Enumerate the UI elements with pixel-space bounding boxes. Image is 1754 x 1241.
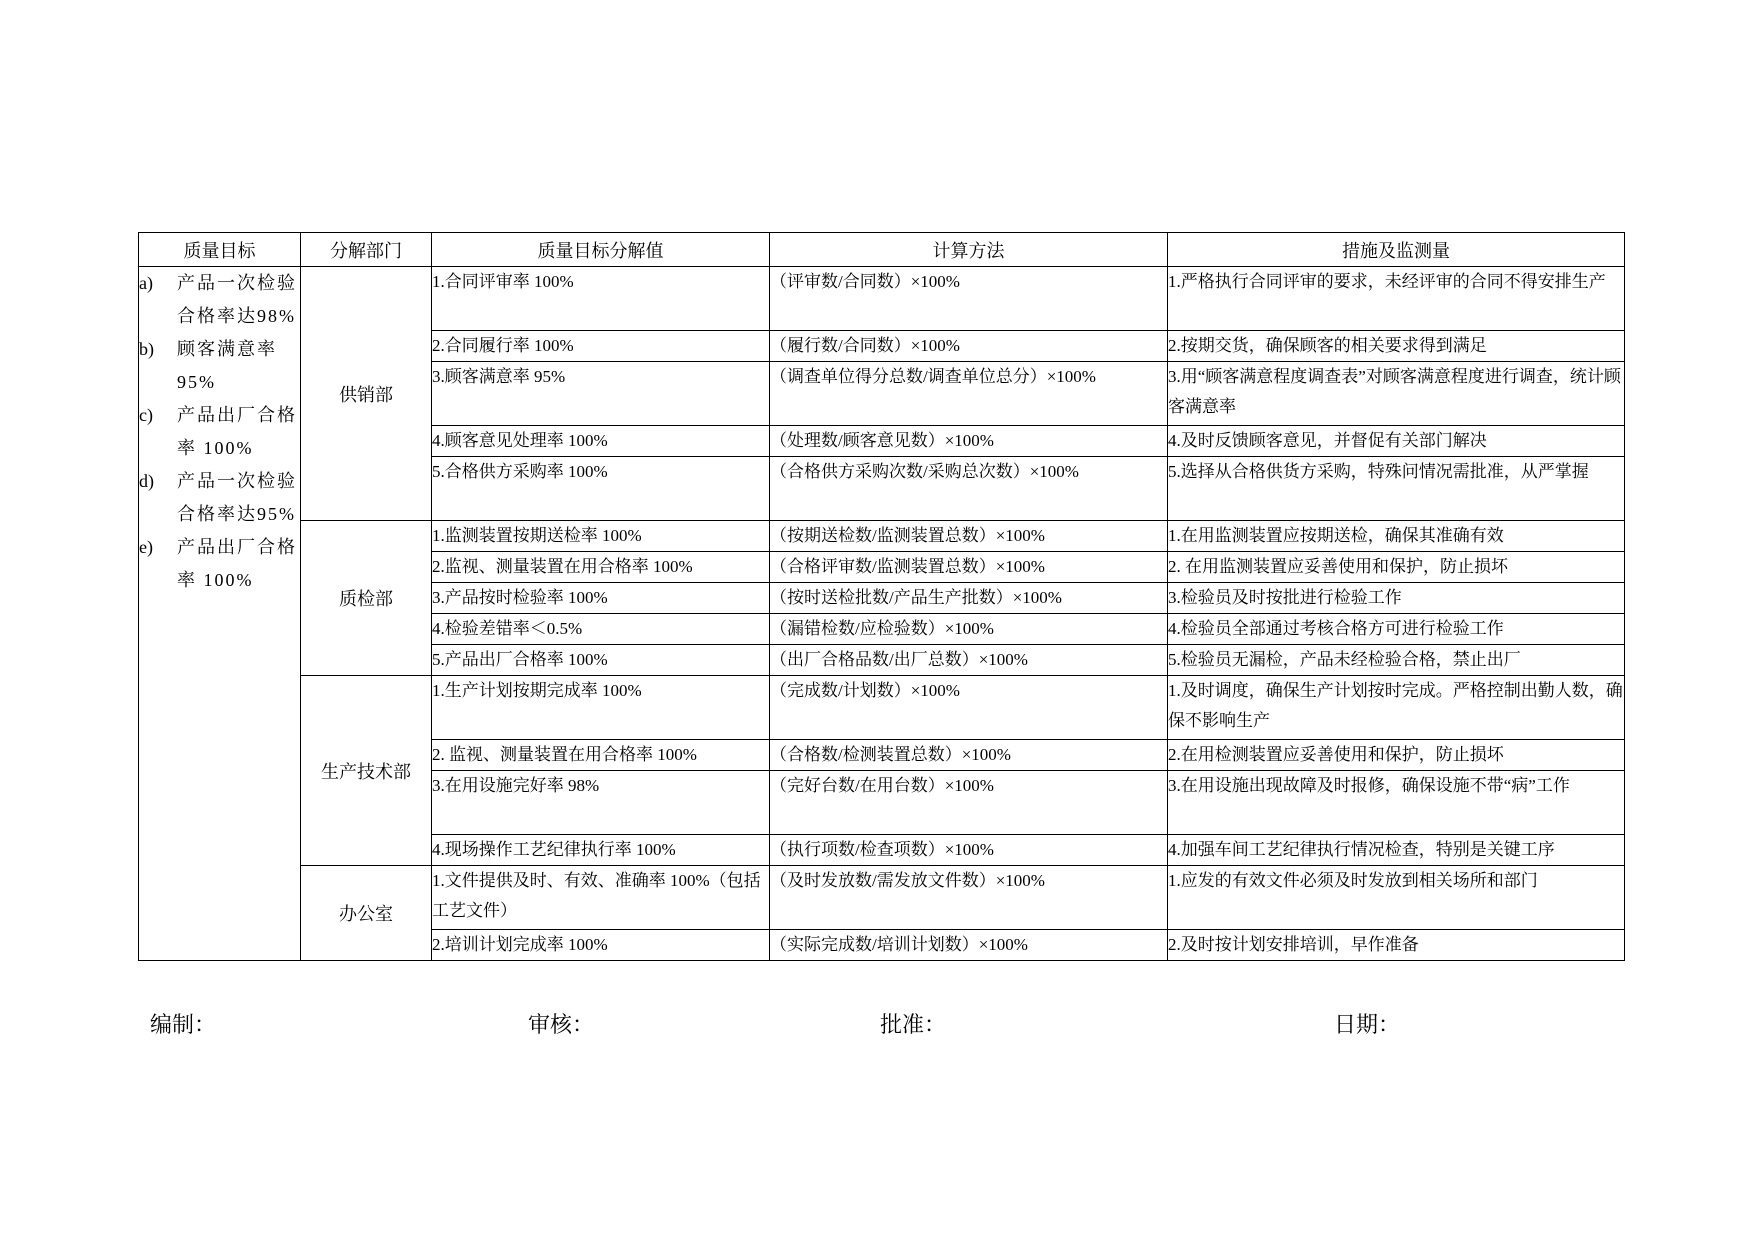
table-row: [139, 866, 1625, 930]
target-cell: 1.生产计划按期完成率 100%: [432, 676, 770, 740]
method-cell: （合格供方采购次数/采购总次数）×100%: [770, 457, 1168, 521]
department-office: 办公室: [301, 866, 432, 961]
measure-cell: 3.在用设施出现故障及时报修，确保设施不带“病”工作: [1168, 771, 1625, 835]
target-cell: 3.在用设施完好率 98%: [432, 771, 770, 835]
header-measures: 措施及监测量: [1168, 233, 1625, 267]
target-cell: 2. 监视、测量装置在用合格率 100%: [432, 740, 770, 771]
method-cell: （处理数/顾客意见数）×100%: [770, 426, 1168, 457]
target-cell: 2.合同履行率 100%: [432, 331, 770, 362]
table-header-row: [139, 233, 1625, 267]
table-row: [139, 676, 1625, 740]
header-target-value: 质量目标分解值: [432, 233, 770, 267]
measure-cell: 3.用“顾客满意程度调查表”对顾客满意程度进行调查，统计顾客满意率: [1168, 362, 1625, 426]
method-cell: （漏错检数/应检验数）×100%: [770, 614, 1168, 645]
method-cell: （执行项数/检查项数）×100%: [770, 835, 1168, 866]
approved-by-label: 批准：: [880, 1012, 947, 1037]
target-cell: 5.合格供方采购率 100%: [432, 457, 770, 521]
method-cell: （履行数/合同数）×100%: [770, 331, 1168, 362]
method-cell: （完成数/计划数）×100%: [770, 676, 1168, 740]
method-cell: （合格数/检测装置总数）×100%: [770, 740, 1168, 771]
department-production-tech: 生产技术部: [301, 676, 432, 866]
target-cell: 1.文件提供及时、有效、准确率 100%（包括工艺文件）: [432, 866, 770, 930]
target-cell: 4.检验差错率＜0.5%: [432, 614, 770, 645]
goal-item: e) 产品出厂合格率 100%: [139, 537, 297, 590]
target-cell: 3.顾客满意率 95%: [432, 362, 770, 426]
quality-goals-table: [138, 232, 1625, 961]
measure-cell: 5.选择从合格供货方采购，特殊问情况需批准，从严掌握: [1168, 457, 1625, 521]
measure-cell: 3.检验员及时按批进行检验工作: [1168, 583, 1625, 614]
measure-cell: 2.及时按计划安排培训，早作准备: [1168, 930, 1625, 961]
target-cell: 3.产品按时检验率 100%: [432, 583, 770, 614]
target-cell: 2.培训计划完成率 100%: [432, 930, 770, 961]
method-cell: （调查单位得分总数/调查单位总分）×100%: [770, 362, 1168, 426]
measure-cell: 1.严格执行合同评审的要求，未经评审的合同不得安排生产: [1168, 267, 1625, 331]
target-cell: 1.合同评审率 100%: [432, 267, 770, 331]
measure-cell: 2. 在用监测装置应妥善使用和保护，防止损坏: [1168, 552, 1625, 583]
goal-item: a) 产品一次检验合格率达98%: [139, 273, 297, 326]
goal-item: c) 产品出厂合格率 100%: [139, 405, 297, 458]
method-cell: （评审数/合同数）×100%: [770, 267, 1168, 331]
method-cell: （及时发放数/需发放文件数）×100%: [770, 866, 1168, 930]
date-label: 日期：: [1334, 1012, 1401, 1037]
method-cell: （按时送检批数/产品生产批数）×100%: [770, 583, 1168, 614]
target-cell: 4.顾客意见处理率 100%: [432, 426, 770, 457]
prepared-by-label: 编制：: [150, 1012, 217, 1037]
reviewed-by-label: 审核：: [528, 1012, 595, 1037]
measure-cell: 4.加强车间工艺纪律执行情况检查，特别是关键工序: [1168, 835, 1625, 866]
quality-goals-list: [139, 267, 301, 961]
target-cell: 4.现场操作工艺纪律执行率 100%: [432, 835, 770, 866]
header-quality-goal: 质量目标: [139, 233, 301, 267]
measure-cell: 2.按期交货，确保顾客的相关要求得到满足: [1168, 331, 1625, 362]
method-cell: （完好台数/在用台数）×100%: [770, 771, 1168, 835]
goal-item: b) 顾客满意率95%: [139, 339, 277, 392]
table-row: [139, 267, 1625, 331]
table-row: [139, 521, 1625, 552]
measure-cell: 4.及时反馈顾客意见，并督促有关部门解决: [1168, 426, 1625, 457]
department-quality-inspection: 质检部: [301, 521, 432, 676]
measure-cell: 2.在用检测装置应妥善使用和保护，防止损坏: [1168, 740, 1625, 771]
target-cell: 2.监视、测量装置在用合格率 100%: [432, 552, 770, 583]
target-cell: 1.监测装置按期送检率 100%: [432, 521, 770, 552]
header-department: 分解部门: [301, 233, 432, 267]
measure-cell: 1.应发的有效文件必须及时发放到相关场所和部门: [1168, 866, 1625, 930]
method-cell: （按期送检数/监测装置总数）×100%: [770, 521, 1168, 552]
measure-cell: 5.检验员无漏检，产品未经检验合格，禁止出厂: [1168, 645, 1625, 676]
target-cell: 5.产品出厂合格率 100%: [432, 645, 770, 676]
measure-cell: 1.及时调度，确保生产计划按时完成。严格控制出勤人数，确保不影响生产: [1168, 676, 1625, 740]
department-sales: 供销部: [301, 267, 432, 521]
measure-cell: 4.检验员全部通过考核合格方可进行检验工作: [1168, 614, 1625, 645]
method-cell: （实际完成数/培训计划数）×100%: [770, 930, 1168, 961]
method-cell: （合格评审数/监测装置总数）×100%: [770, 552, 1168, 583]
header-calculation-method: 计算方法: [770, 233, 1168, 267]
method-cell: （出厂合格品数/出厂总数）×100%: [770, 645, 1168, 676]
goal-item: d) 产品一次检验合格率达95%: [139, 471, 297, 524]
measure-cell: 1.在用监测装置应按期送检，确保其准确有效: [1168, 521, 1625, 552]
